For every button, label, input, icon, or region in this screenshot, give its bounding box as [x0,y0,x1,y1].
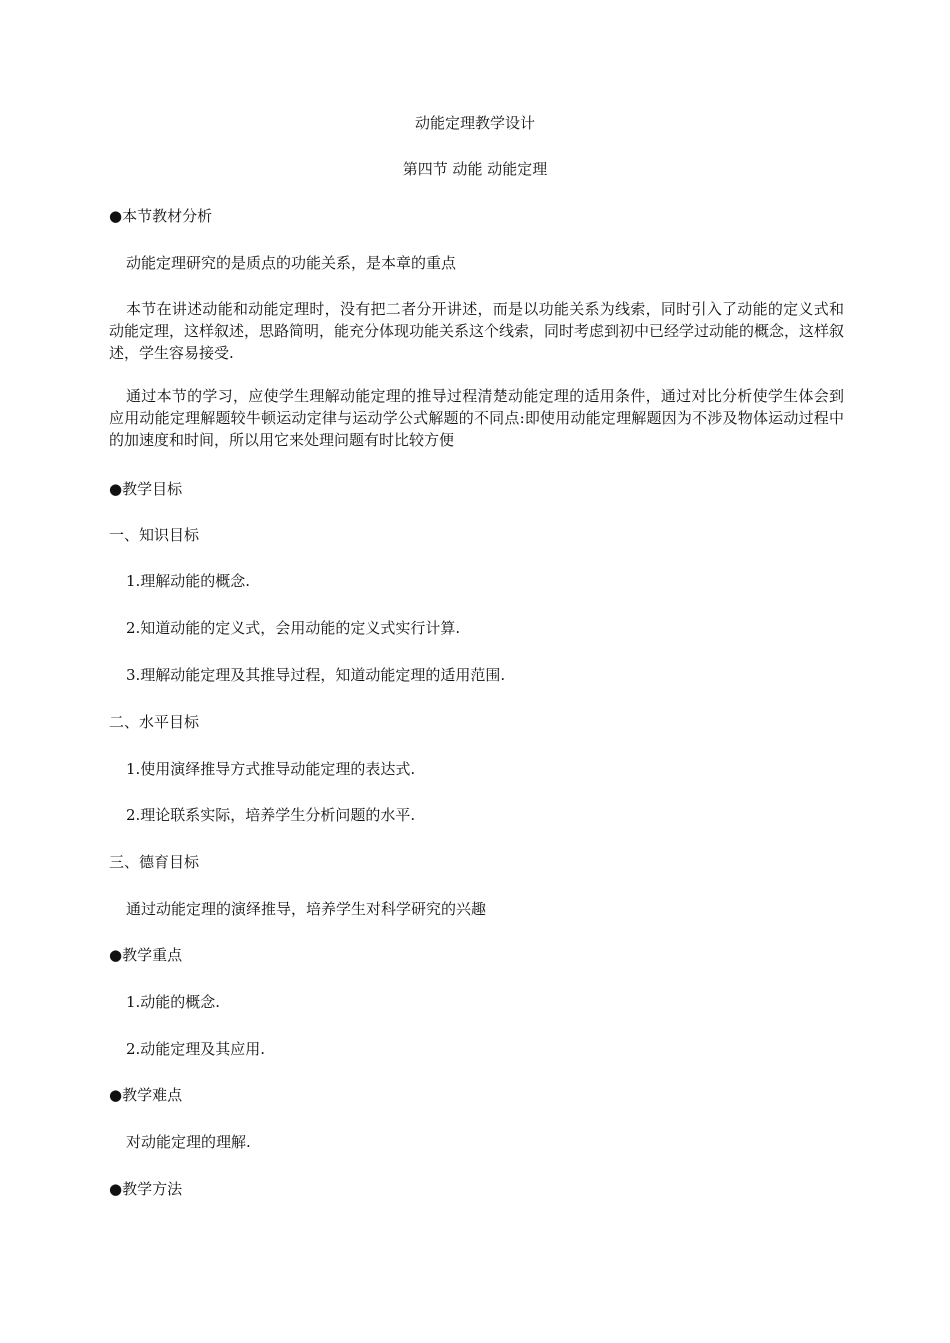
knowledge-goal-3: 3.理解动能定理及其推导过程，知道动能定理的适用范围. [126,666,506,684]
knowledge-goal-2: 2.知道动能的定义式，会用动能的定义式实行计算. [126,619,461,637]
paragraph-material-3: 通过本节的学习，应使学生理解动能定理的推导过程清楚动能定理的适用条件，通过对比分析使学生体会到应用动能定理解题较牛顿运动定律与运动学公式解题的不同点:即使用动能定理解题因为不涉及物体运动过程中的加速度和时间，所以用它来处理问题有时比较方便 [109,387,844,449]
ability-goal-1: 1.使用演绎推导方式推导动能定理的表达式. [126,760,416,778]
key-point-2: 2.动能定理及其应用. [126,1040,266,1058]
knowledge-goal-1: 1.理解动能的概念. [126,572,251,590]
key-point-1: 1.动能的概念. [126,993,221,1011]
paragraph-material-2: 本节在讲述动能和动能定理时，没有把二者分开讲述，而是以功能关系为线索，同时引入了动能的定义式和动能定理，这样叙述，思路简明，能充分体现功能关系这个线索，同时考虑到初中已经学过动能的概念，这样叙述，学生容易接受. [109,300,845,362]
heading-teaching-method: ●教学方法 [109,1180,183,1198]
difficult-point-1: 对动能定理的理解. [126,1133,251,1151]
heading-ability-goals: 二、水平目标 [109,713,200,731]
moral-goal-1: 通过动能定理的演绎推导，培养学生对科学研究的兴趣 [126,900,487,918]
heading-material-analysis: ●本节教材分析 [109,207,213,225]
ability-goal-2: 2.理论联系实际，培养学生分析问题的水平. [126,806,416,824]
section-subtitle: 第四节 动能 动能定理 [402,160,548,178]
heading-knowledge-goals: 一、知识目标 [109,526,200,544]
heading-difficult-points: ●教学难点 [109,1086,183,1104]
heading-moral-goals: 三、德育目标 [109,853,200,871]
heading-teaching-goals: ●教学目标 [109,480,183,498]
document-title: 动能定理教学设计 [414,114,535,132]
heading-key-points: ●教学重点 [109,946,183,964]
paragraph-material-1: 动能定理研究的是质点的功能关系，是本章的重点 [126,254,457,272]
